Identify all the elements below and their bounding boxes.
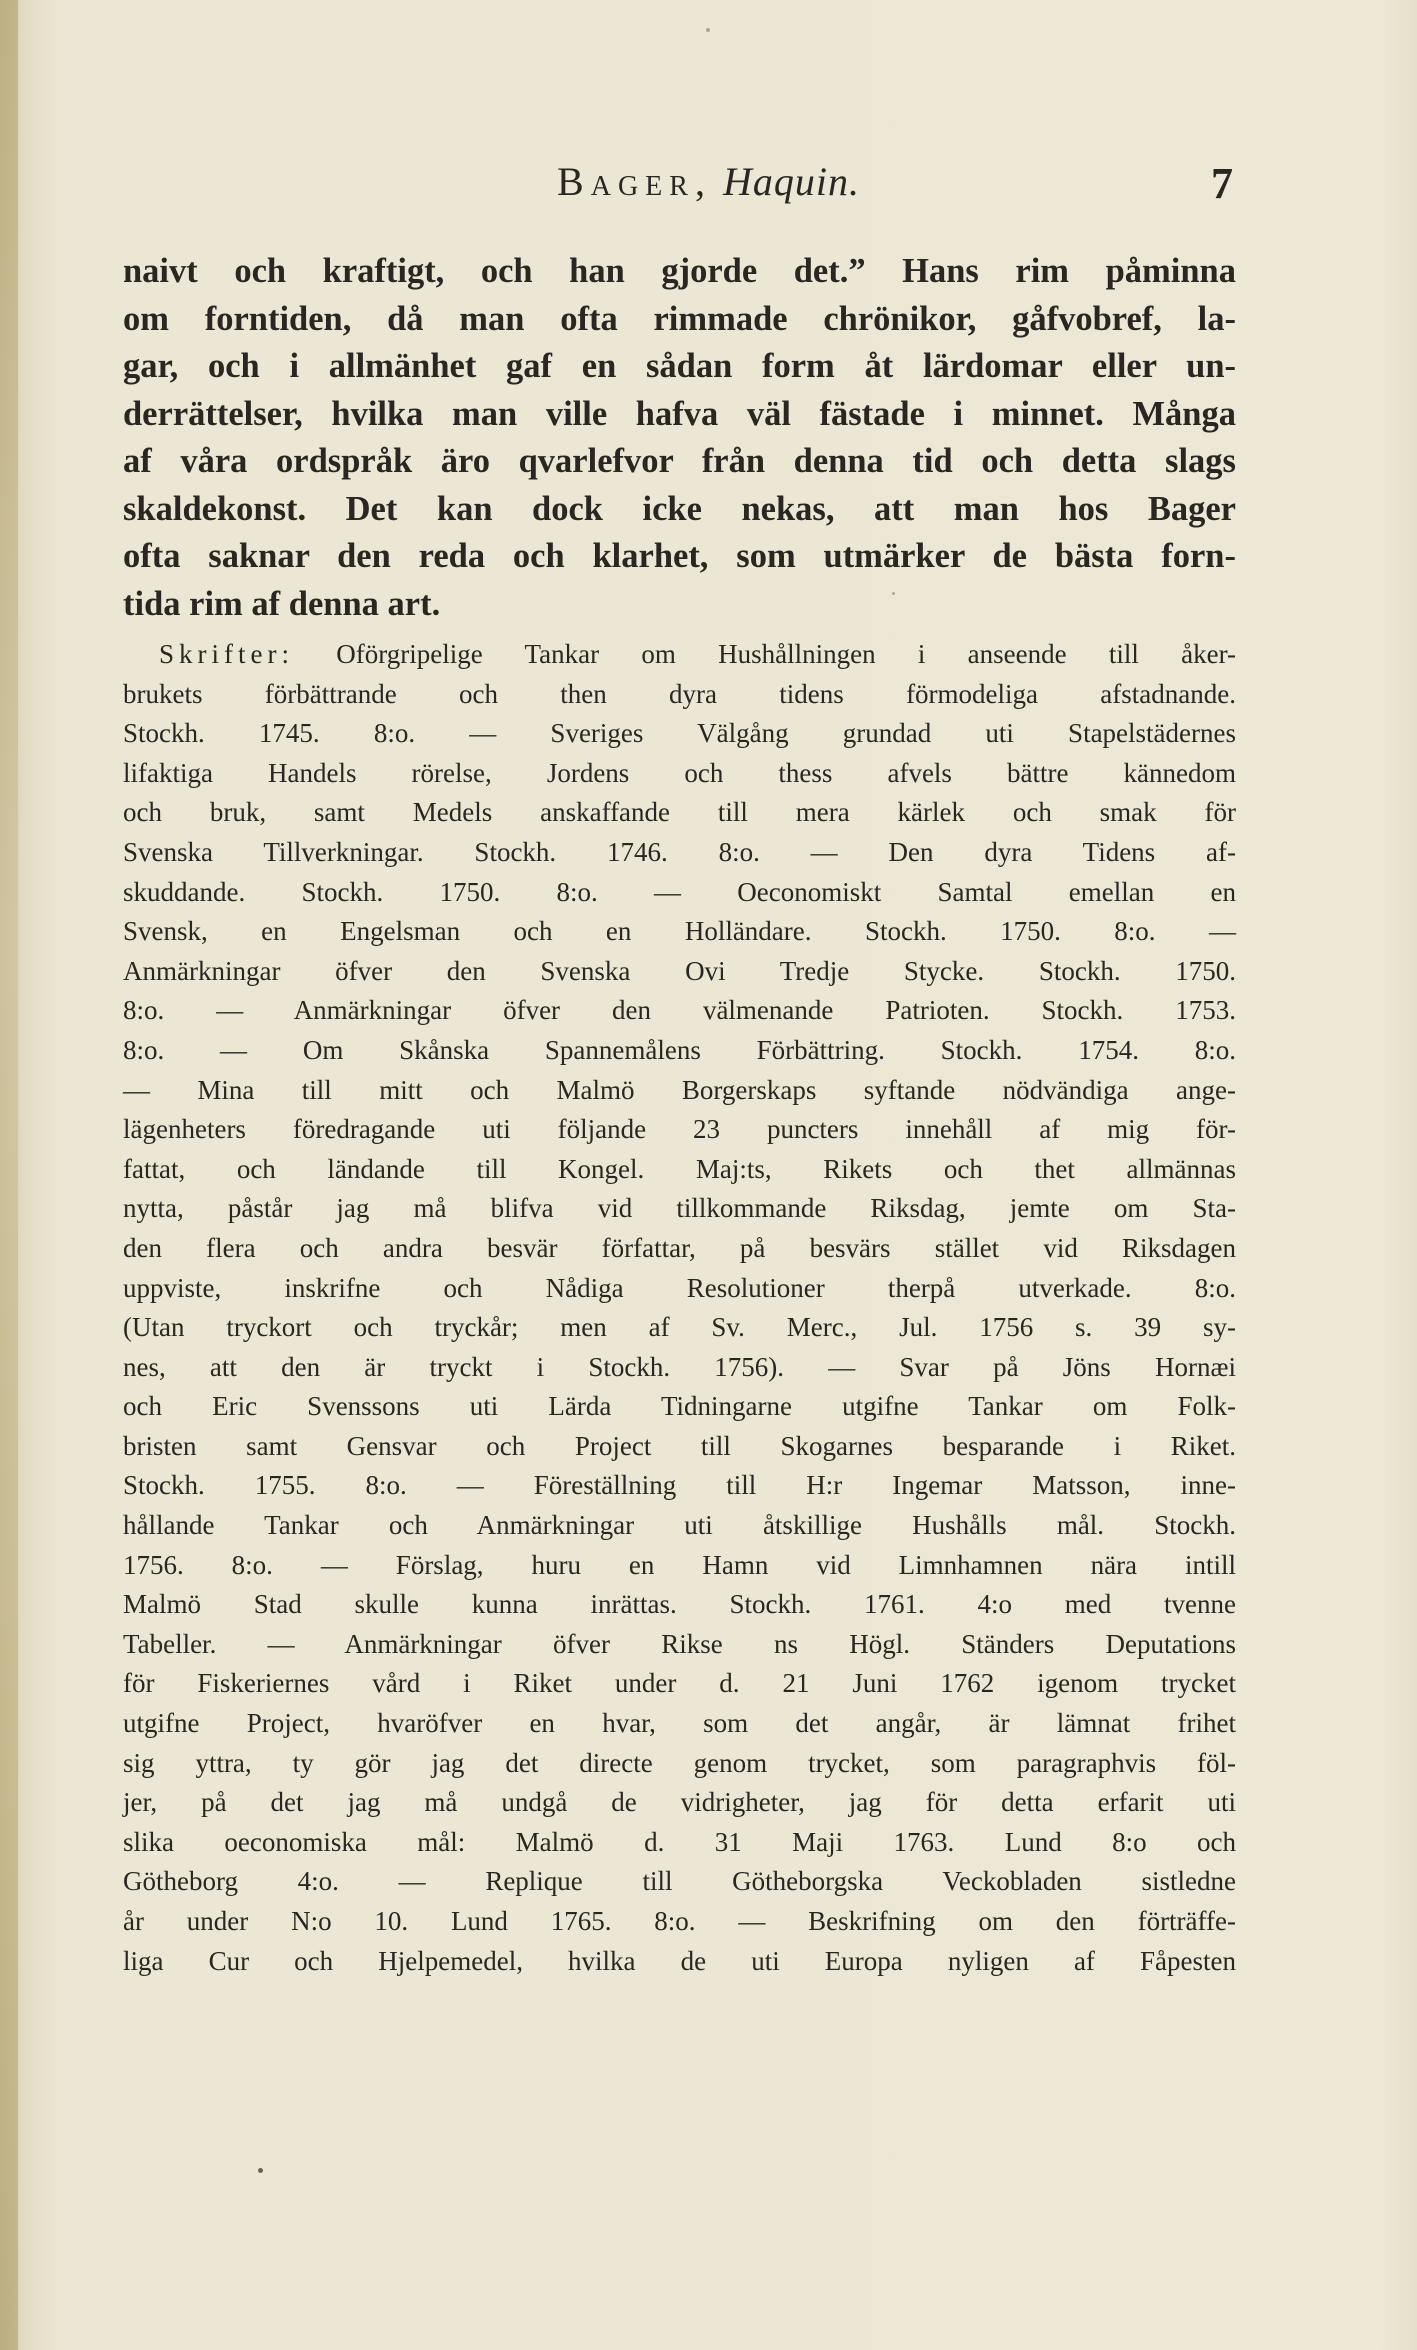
page-edge-stain	[0, 0, 18, 2350]
paragraph-line: gar, och i allmänhet gaf en sådan form åt lärdomar eller un-	[123, 347, 1236, 385]
ink-speck	[258, 2168, 263, 2173]
writings-line: nytta, påstår jag må blifva vid tillkommande Riksdag, jemte om Sta-	[123, 1193, 1236, 1224]
writings-line: bristen samt Gensvar och Project till Skogarnes besparande i Riket.	[123, 1430, 1236, 1461]
writings-line: hållande Tankar och Anmärkningar uti åtskillige Hushålls mål. Stockh.	[123, 1510, 1236, 1541]
writings-line: Götheborg 4:o. — Replique till Götheborgska Veckobladen sistledne	[123, 1866, 1236, 1897]
ink-speck	[706, 28, 710, 32]
writings-line: jer, på det jag må undgå de vidrigheter, jag för detta erfarit uti	[123, 1787, 1236, 1818]
writings-line: år under N:o 10. Lund 1765. 8:o. — Beskrifning om den förträffe-	[123, 1906, 1236, 1936]
writings-line: lägenheters föredragande uti följande 23 puncters innehåll af mig för-	[123, 1114, 1236, 1145]
writings-first-line-text: Oförgripelige Tankar om Hushållningen i anseende till åker-	[336, 639, 1237, 669]
writings-line: Tabeller. — Anmärkningar öfver Rikse ns Högl. Ständers Deputations	[123, 1628, 1236, 1659]
writings-label: Skrifter:	[159, 639, 294, 669]
writings-line: Malmö Stad skulle kunna inrättas. Stockh. 1761. 4:o med tvenne	[123, 1589, 1236, 1620]
writings-first-line	[123, 635, 1236, 675]
paragraph-line: ofta saknar den reda och klarhet, som utmärker de bästa forn-	[123, 537, 1236, 575]
writings-line: 1756. 8:o. — Förslag, huru en Hamn vid Limnhamnen nära intill	[123, 1549, 1236, 1580]
ink-speck	[892, 592, 895, 595]
main-paragraph	[123, 248, 1236, 628]
paragraph-line: af våra ordspråk äro qvarlefvor från denna tid och detta slags	[123, 442, 1236, 480]
writings-line: skuddande. Stockh. 1750. 8:o. — Oeconomiskt Samtal emellan en	[123, 876, 1236, 907]
writings-line: uppviste, inskrifne och Nådiga Resolutioner therpå utverkade. 8:o.	[123, 1272, 1236, 1303]
writings-line: brukets förbättrande och then dyra tidens förmodeliga afstadnande.	[123, 678, 1236, 709]
writings-line: slika oeconomiska mål: Malmö d. 31 Maji 1763. Lund 8:o och	[123, 1826, 1236, 1857]
paragraph-line: skaldekonst. Det kan dock icke nekas, att man hos Bager	[123, 489, 1236, 528]
paragraph-line: derrättelser, hvilka man ville hafva väl fästade i minnet. Många	[123, 394, 1236, 433]
page-header	[0, 158, 1417, 218]
writings-line: och Eric Svenssons uti Lärda Tidningarne utgifne Tankar om Folk-	[123, 1391, 1236, 1422]
running-head-name: Bager,	[557, 159, 712, 204]
writings-line: liga Cur och Hjelpemedel, hvilka de uti Europa nyligen af Fåpesten	[123, 1945, 1236, 1976]
writings-line: lifaktiga Handels rörelse, Jordens och thess afvels bättre kännedom	[123, 757, 1236, 788]
writings-list	[123, 635, 1236, 1981]
paragraph-line: naivt och kraftigt, och han gjorde det.” Hans rim påminna	[123, 252, 1236, 290]
writings-line: för Fiskeriernes vård i Riket under d. 21 Juni 1762 igenom trycket	[123, 1668, 1236, 1699]
writings-line: Stockh. 1745. 8:o. — Sveriges Välgång grundad uti Stapelstädernes	[123, 718, 1236, 749]
running-head	[0, 158, 1417, 205]
writings-line: fattat, och ländande till Kongel. Maj:ts, Rikets och thet allmännas	[123, 1153, 1236, 1184]
writings-line: Anmärkningar öfver den Svenska Ovi Tredje Stycke. Stockh. 1750.	[123, 955, 1236, 986]
writings-line: sig yttra, ty gör jag det directe genom trycket, som paragraphvis föl-	[123, 1747, 1236, 1778]
writings-line: 8:o. — Om Skånska Spannemålens Förbättring. Stockh. 1754. 8:o.	[123, 1034, 1236, 1065]
page-number: 7	[1211, 159, 1233, 208]
writings-line: 8:o. — Anmärkningar öfver den välmenande Patrioten. Stockh. 1753.	[123, 995, 1236, 1026]
writings-line: utgifne Project, hvaröfver en hvar, som det angår, är lämnat frihet	[123, 1708, 1236, 1739]
writings-line: Stockh. 1755. 8:o. — Föreställning till H:r Ingemar Matsson, inne-	[123, 1470, 1236, 1501]
writings-line: (Utan tryckort och tryckår; men af Sv. Merc., Jul. 1756 s. 39 sy-	[123, 1312, 1236, 1343]
writings-line: nes, att den är tryckt i Stockh. 1756). — Svar på Jöns Hornæi	[123, 1351, 1236, 1382]
writings-line: och bruk, samt Medels anskaffande till mera kärlek och smak för	[123, 797, 1236, 828]
writings-line: Svenska Tillverkningar. Stockh. 1746. 8:o. — Den dyra Tidens af-	[123, 836, 1236, 867]
writings-line: Svensk, en Engelsman och en Holländare. Stockh. 1750. 8:o. —	[123, 916, 1236, 947]
paragraph-line: om forntiden, då man ofta rimmade chrönikor, gåfvobref, la-	[123, 299, 1236, 338]
writings-line: — Mina till mitt och Malmö Borgerskaps syftande nödvändiga ange-	[123, 1074, 1236, 1105]
paragraph-line: tida rim af denna art.	[123, 584, 441, 623]
running-head-given-name: Haquin.	[722, 159, 860, 204]
writings-line: den flera och andra besvär författar, på besvärs stället vid Riksdagen	[123, 1232, 1236, 1263]
